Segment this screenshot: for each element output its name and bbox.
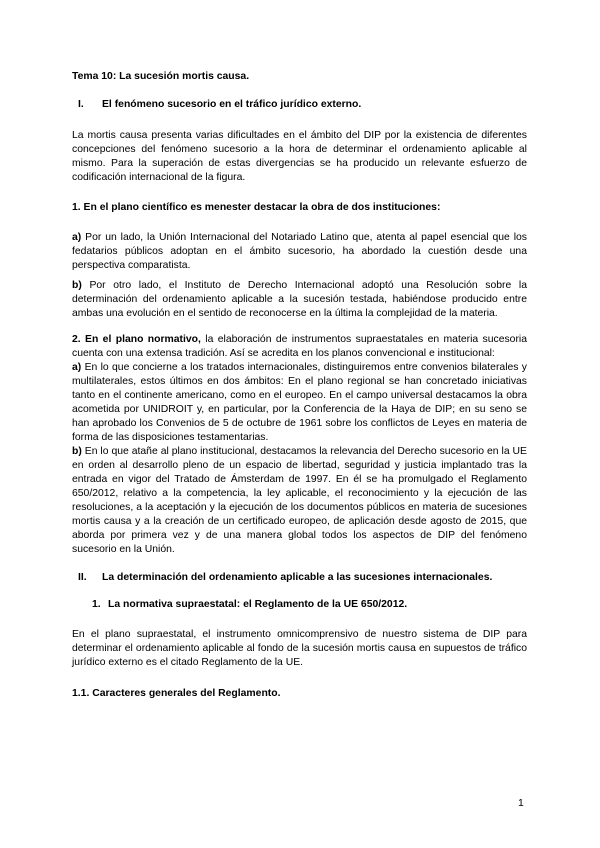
section-2-number: II. [78, 572, 87, 583]
section-1-heading [72, 98, 527, 112]
section-2-heading [72, 571, 527, 585]
point-1-a-text: Por un lado, la Unión Internacional del Notariado Latino que, atenta al papel esencial que los fedatarios públicos adoptan en el ámbito sucesorio, ha abordado la cuestión desde una perspectiva comparatista. [72, 232, 527, 271]
section-1-number: I. [78, 99, 84, 110]
subsection-1-text: En el plano supraestatal, el instrumento omnicomprensivo de nuestro sistema de DIP para determinar el ordenamiento aplicable al fondo de la sucesión mortis causa en supuestos de tráfico jurídico externo es el citado Reglamento de la UE. [72, 629, 527, 668]
document-body [72, 70, 527, 701]
point-1-b-label: b) [72, 280, 82, 291]
point-1-b-text: Por otro lado, el Instituto de Derecho Internacional adoptó una Resolución sobre la determinación del ordenamiento aplicable a la sucesión testada, habiéndose producido entre ambas una evolución en el sentido de reconocerse en la última la complejidad de la materia. [72, 280, 527, 319]
point-2-b-text: En lo que atañe al plano institucional, destacamos la relevancia del Derecho sucesorio en la UE en orden al desarrollo pleno de un espacio de libertad, seguridad y justicia implantado tras la entrada en vigor del Tratado de Ámsterdam de 1997. En él se ha promulgado el Reglamento 650/2012, relativo a la competencia, la ley aplicable, el reconocimiento y la ejecución de las resoluciones, a la aceptación y la ejecución de los documentos públicos en materia de sucesiones mortis causa y a la creación de un certificado europeo, de aplicación desde agosto de 2015, que aborda por primera vez y de una manera global todos los aspectos de DIP del fenómeno sucesorio en la Unión. [72, 446, 527, 555]
point-1-a [72, 231, 527, 273]
subsection-1-heading [72, 598, 527, 612]
section-1-intro: La mortis causa presenta varias dificultades en el ámbito del DIP por la existencia de diferentes concepciones del fenómeno sucesorio a la hora de determinar el ordenamiento aplicable al mismo. Para la superación de estas divergencias se ha producido un relevante esfuerzo de codificación internacional de la figura. [72, 130, 527, 183]
point-2-label: 2. En el plano normativo, [72, 334, 201, 345]
point-2-a-label: a) [72, 362, 82, 373]
point-1-a-label: a) [72, 232, 82, 243]
document-title: Tema 10: La sucesión mortis causa. [72, 71, 250, 82]
point-2-text: la elaboración de instrumentos supraestatales en materia sucesoria cuenta con una extensa tradición. Así se acredita en los planos convencional e institucional: [72, 334, 527, 359]
point-2-a [72, 361, 527, 445]
point-2-b [72, 445, 527, 557]
page-number: 1 [518, 798, 524, 809]
section-2-title: La determinación del ordenamiento aplicable a las sucesiones internacionales. [102, 572, 493, 583]
section-1-title: El fenómeno sucesorio en el tráfico jurídico externo. [102, 99, 362, 110]
point-1-heading: 1. En el plano científico es menester destacar la obra de dos instituciones: [72, 202, 441, 213]
subsection-1-title: La normativa supraestatal: el Reglamento de la UE 650/2012. [108, 599, 408, 610]
point-1-b [72, 279, 527, 321]
subsection-1-1-heading: 1.1. Caracteres generales del Reglamento. [72, 688, 281, 699]
subsection-1-number: 1. [92, 599, 101, 610]
point-2-intro [72, 333, 527, 361]
point-2-b-label: b) [72, 446, 82, 457]
point-2-a-text: En lo que concierne a los tratados internacionales, distinguiremos entre convenios bilaterales y multilaterales, estos últimos en dos ámbitos: En el plano regional se han concretado iniciativas tanto en el continente americano, como en el europeo. En el campo universal destacamos la obra acometida por UNIDROIT y, en particular, por la Conferencia de la Haya de DIP; en su seno se han aprobado los Convenios de 5 de octubre de 1961 sobre los conflictos de Leyes en materia de forma de las disposiciones testamentarias. [72, 362, 527, 443]
